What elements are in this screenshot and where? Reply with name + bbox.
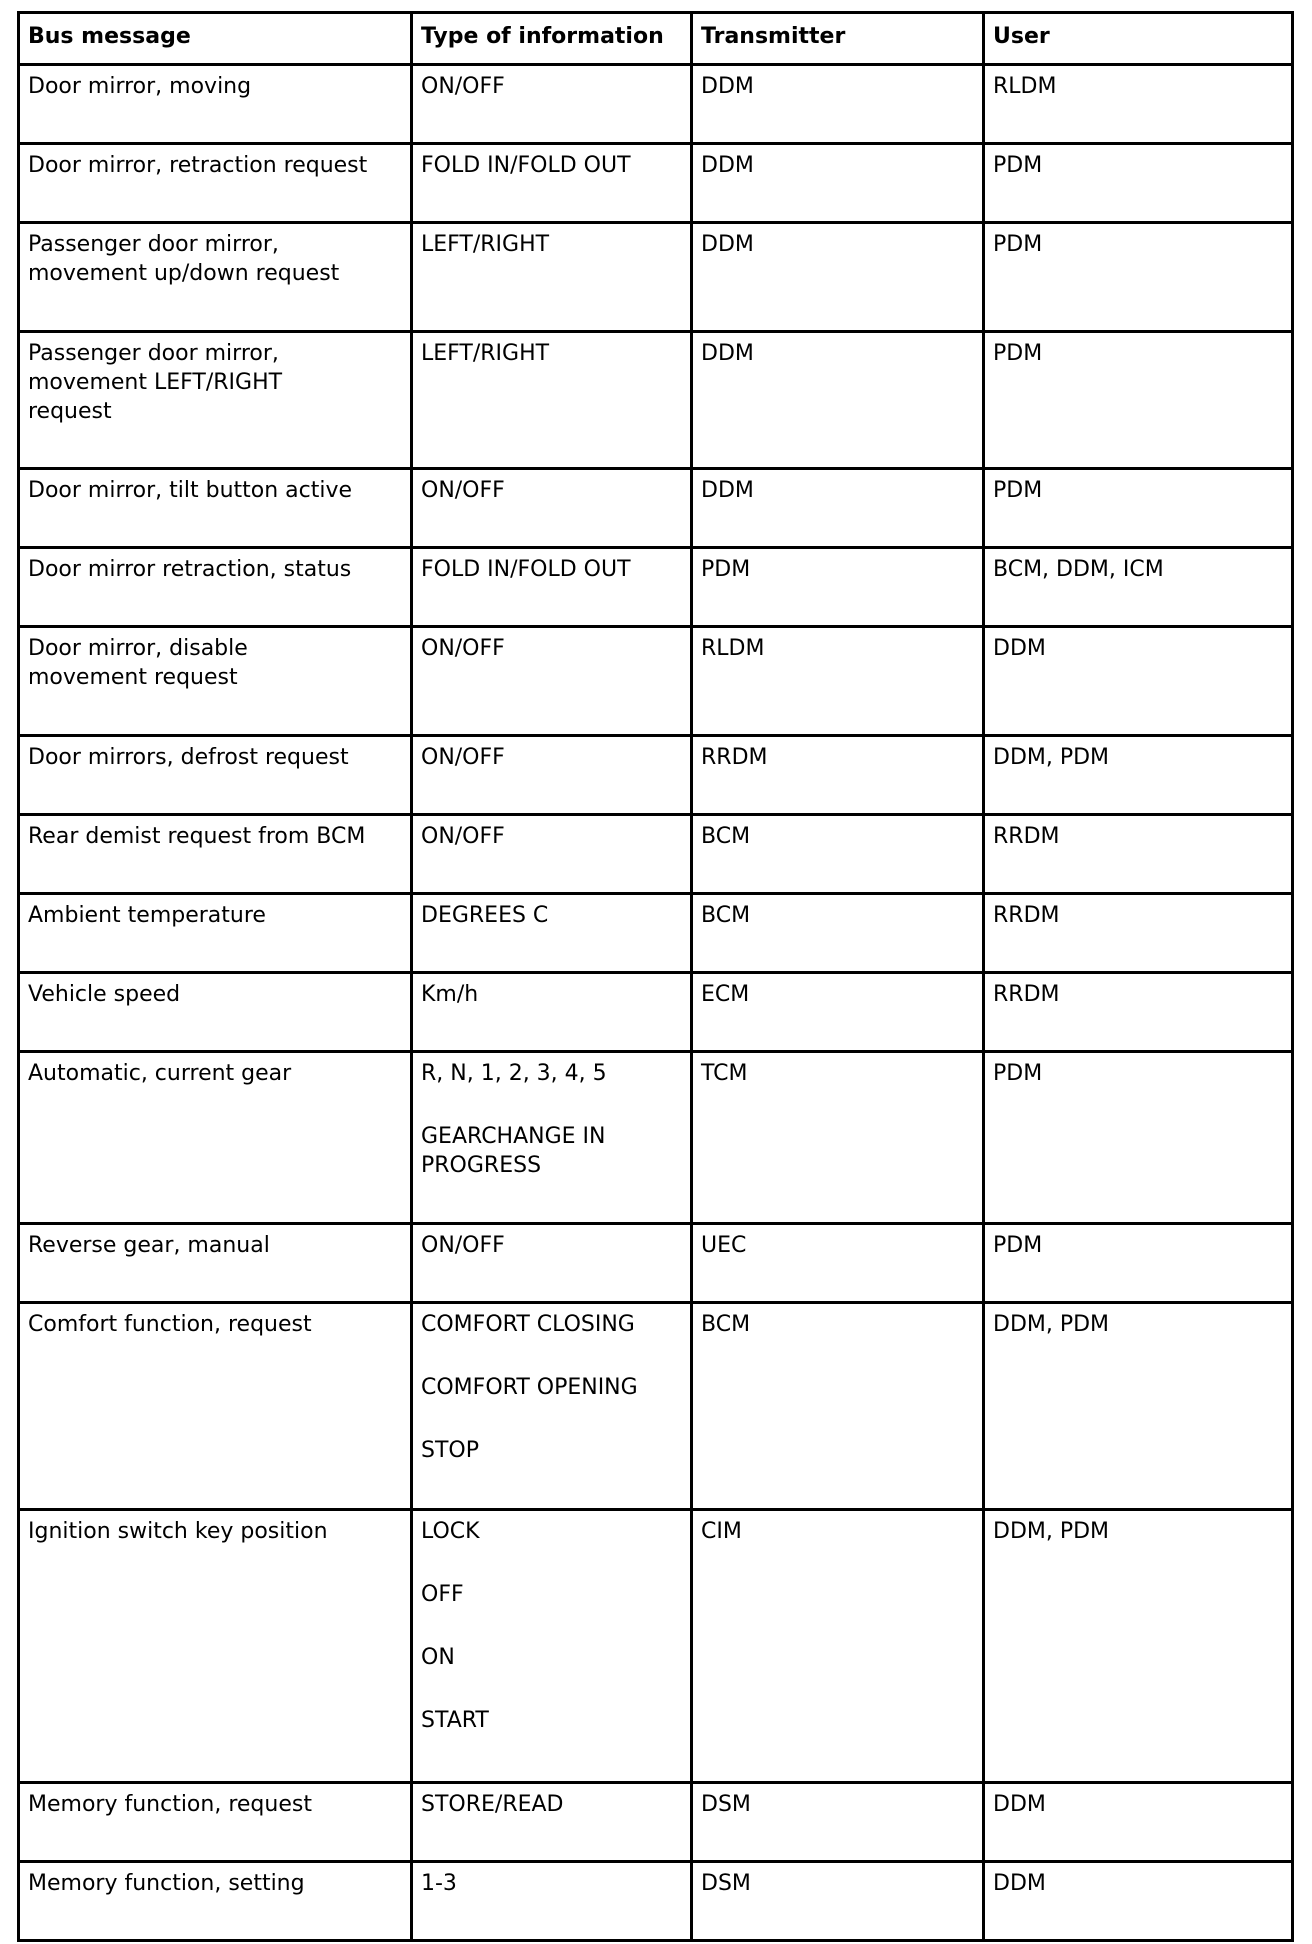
cell-type-of-information — [412, 736, 692, 815]
cell-transmitter — [692, 65, 984, 144]
cell-user — [984, 973, 1293, 1052]
cell-transmitter-text: DDM — [701, 74, 754, 99]
table-row — [19, 1303, 1293, 1510]
cell-type-of-information — [412, 548, 692, 627]
cell-user — [984, 1303, 1293, 1510]
cell-transmitter — [692, 223, 984, 332]
bus-message-table-container — [17, 11, 1291, 1928]
cell-bus-message — [19, 627, 412, 736]
cell-user — [984, 469, 1293, 548]
cell-bus-message-text: Rear demist request from BCM — [28, 824, 366, 849]
cell-user — [984, 736, 1293, 815]
type-value: FOLD IN/FOLD OUT — [421, 153, 631, 178]
table-row — [19, 1224, 1293, 1303]
cell-user — [984, 1862, 1293, 1941]
cell-user-text: PDM — [993, 1061, 1043, 1086]
cell-bus-message-text: Door mirrors, defrost request — [28, 745, 349, 770]
table-row — [19, 65, 1293, 144]
table-row — [19, 1862, 1293, 1941]
cell-transmitter-text: DSM — [701, 1871, 751, 1896]
type-value: COMFORT OPENING — [421, 1375, 638, 1400]
type-value: LEFT/RIGHT — [421, 341, 550, 366]
type-value: ON — [421, 1645, 455, 1670]
cell-bus-message-text: Ambient temperature — [28, 903, 266, 928]
type-value: COMFORT CLOSING — [421, 1312, 635, 1337]
cell-transmitter-text: BCM — [701, 824, 751, 849]
cell-transmitter — [692, 1224, 984, 1303]
cell-transmitter — [692, 144, 984, 223]
cell-bus-message-text: Memory function, setting — [28, 1871, 305, 1896]
type-value: ON/OFF — [421, 745, 505, 770]
cell-user-text: PDM — [993, 232, 1043, 257]
cell-transmitter-text: PDM — [701, 557, 751, 582]
type-value: STOP — [421, 1438, 479, 1463]
cell-user-text: PDM — [993, 341, 1043, 366]
cell-transmitter-text: UEC — [701, 1233, 747, 1258]
cell-transmitter — [692, 1783, 984, 1862]
type-value: GEARCHANGE IN PROGRESS — [421, 1124, 606, 1178]
cell-user — [984, 548, 1293, 627]
cell-user-text: RLDM — [993, 74, 1057, 99]
cell-type-of-information — [412, 973, 692, 1052]
cell-bus-message-text: Ignition switch key position — [28, 1519, 328, 1544]
cell-user-text: DDM, PDM — [993, 745, 1110, 770]
table-header-row — [19, 13, 1293, 65]
cell-transmitter-text: TCM — [701, 1061, 748, 1086]
table-row — [19, 1052, 1293, 1224]
cell-bus-message-text: Comfort function, request — [28, 1312, 312, 1337]
cell-user-text: BCM, DDM, ICM — [993, 557, 1164, 582]
cell-user-text: DDM, PDM — [993, 1312, 1110, 1337]
cell-bus-message — [19, 65, 412, 144]
cell-bus-message — [19, 973, 412, 1052]
type-value: START — [421, 1708, 489, 1733]
cell-transmitter-text: RRDM — [701, 745, 768, 770]
cell-bus-message — [19, 815, 412, 894]
cell-bus-message-text: Door mirror, tilt button active — [28, 478, 353, 503]
cell-type-of-information — [412, 894, 692, 973]
cell-transmitter — [692, 627, 984, 736]
cell-bus-message-text: Vehicle speed — [28, 982, 181, 1007]
header-bus-message: Bus message — [19, 13, 412, 65]
cell-user — [984, 144, 1293, 223]
bus-message-table — [17, 11, 1294, 1942]
table-row — [19, 144, 1293, 223]
cell-bus-message — [19, 548, 412, 627]
cell-transmitter — [692, 973, 984, 1052]
table-row — [19, 223, 1293, 332]
cell-type-of-information — [412, 1224, 692, 1303]
type-value: 1-3 — [421, 1871, 457, 1896]
cell-bus-message — [19, 1862, 412, 1941]
cell-type-of-information — [412, 815, 692, 894]
type-value: STORE/READ — [421, 1792, 564, 1817]
cell-bus-message — [19, 1510, 412, 1783]
cell-type-of-information — [412, 1052, 692, 1224]
cell-bus-message — [19, 1224, 412, 1303]
table-row — [19, 973, 1293, 1052]
cell-transmitter — [692, 1862, 984, 1941]
cell-transmitter — [692, 332, 984, 469]
cell-user-text: RRDM — [993, 903, 1060, 928]
cell-transmitter-text: DDM — [701, 232, 754, 257]
cell-bus-message-text: Door mirror retraction, status — [28, 557, 352, 582]
table-row — [19, 736, 1293, 815]
cell-bus-message — [19, 1783, 412, 1862]
cell-user-text: PDM — [993, 1233, 1043, 1258]
cell-user — [984, 1510, 1293, 1783]
table-row — [19, 894, 1293, 973]
table-row — [19, 627, 1293, 736]
cell-user-text: DDM — [993, 1792, 1046, 1817]
cell-bus-message-text: Passenger door mirror, movement LEFT/RIGHT request — [28, 341, 283, 424]
cell-bus-message-text: Memory function, request — [28, 1792, 312, 1817]
type-value: R, N, 1, 2, 3, 4, 5 — [421, 1061, 607, 1086]
table-row — [19, 815, 1293, 894]
cell-transmitter — [692, 1052, 984, 1224]
cell-bus-message — [19, 144, 412, 223]
table-row — [19, 548, 1293, 627]
cell-type-of-information — [412, 65, 692, 144]
table-row — [19, 1783, 1293, 1862]
cell-user-text: PDM — [993, 478, 1043, 503]
cell-transmitter — [692, 1510, 984, 1783]
cell-type-of-information — [412, 332, 692, 469]
cell-user-text: RRDM — [993, 824, 1060, 849]
type-value: ON/OFF — [421, 636, 505, 661]
cell-transmitter — [692, 894, 984, 973]
type-value: ON/OFF — [421, 74, 505, 99]
cell-transmitter — [692, 1303, 984, 1510]
cell-user — [984, 1224, 1293, 1303]
cell-bus-message-text: Door mirror, moving — [28, 74, 252, 99]
header-type-of-information: Type of information — [412, 13, 692, 65]
cell-bus-message — [19, 332, 412, 469]
cell-transmitter-text: BCM — [701, 1312, 751, 1337]
cell-user-text: DDM — [993, 1871, 1046, 1896]
cell-user-text: PDM — [993, 153, 1043, 178]
cell-user — [984, 627, 1293, 736]
cell-user — [984, 223, 1293, 332]
cell-type-of-information — [412, 144, 692, 223]
cell-bus-message — [19, 469, 412, 548]
cell-bus-message — [19, 223, 412, 332]
cell-type-of-information — [412, 1303, 692, 1510]
cell-bus-message — [19, 736, 412, 815]
type-value: LOCK — [421, 1519, 480, 1544]
type-value: DEGREES C — [421, 903, 549, 928]
cell-transmitter — [692, 469, 984, 548]
cell-type-of-information — [412, 223, 692, 332]
cell-transmitter — [692, 736, 984, 815]
cell-type-of-information — [412, 627, 692, 736]
cell-transmitter-text: RLDM — [701, 636, 765, 661]
cell-transmitter-text: DDM — [701, 153, 754, 178]
type-value: ON/OFF — [421, 1233, 505, 1258]
cell-user — [984, 1052, 1293, 1224]
cell-bus-message-text: Automatic, current gear — [28, 1061, 292, 1086]
cell-bus-message-text: Door mirror, retraction request — [28, 153, 368, 178]
cell-transmitter — [692, 548, 984, 627]
cell-user — [984, 65, 1293, 144]
cell-transmitter-text: CIM — [701, 1519, 742, 1544]
cell-user-text: RRDM — [993, 982, 1060, 1007]
cell-type-of-information — [412, 1510, 692, 1783]
cell-bus-message — [19, 1303, 412, 1510]
cell-user-text: DDM — [993, 636, 1046, 661]
cell-transmitter-text: DSM — [701, 1792, 751, 1817]
type-value: ON/OFF — [421, 824, 505, 849]
cell-user-text: DDM, PDM — [993, 1519, 1110, 1544]
cell-transmitter-text: ECM — [701, 982, 750, 1007]
type-value: FOLD IN/FOLD OUT — [421, 557, 631, 582]
cell-bus-message — [19, 1052, 412, 1224]
type-value: Km/h — [421, 982, 479, 1007]
cell-transmitter-text: BCM — [701, 903, 751, 928]
cell-user — [984, 332, 1293, 469]
table-row — [19, 1510, 1293, 1783]
header-transmitter: Transmitter — [692, 13, 984, 65]
cell-user — [984, 894, 1293, 973]
cell-bus-message-text: Door mirror, disable movement request — [28, 636, 248, 690]
cell-user — [984, 1783, 1293, 1862]
type-value: OFF — [421, 1582, 464, 1607]
table-row — [19, 469, 1293, 548]
cell-transmitter-text: DDM — [701, 341, 754, 366]
cell-user — [984, 815, 1293, 894]
table-row — [19, 332, 1293, 469]
cell-bus-message-text: Passenger door mirror, movement up/down request — [28, 232, 340, 286]
cell-bus-message — [19, 894, 412, 973]
cell-transmitter-text: DDM — [701, 478, 754, 503]
cell-type-of-information — [412, 1862, 692, 1941]
cell-transmitter — [692, 815, 984, 894]
type-value: ON/OFF — [421, 478, 505, 503]
cell-bus-message-text: Reverse gear, manual — [28, 1233, 270, 1258]
cell-type-of-information — [412, 1783, 692, 1862]
header-user: User — [984, 13, 1293, 65]
type-value: LEFT/RIGHT — [421, 232, 550, 257]
cell-type-of-information — [412, 469, 692, 548]
